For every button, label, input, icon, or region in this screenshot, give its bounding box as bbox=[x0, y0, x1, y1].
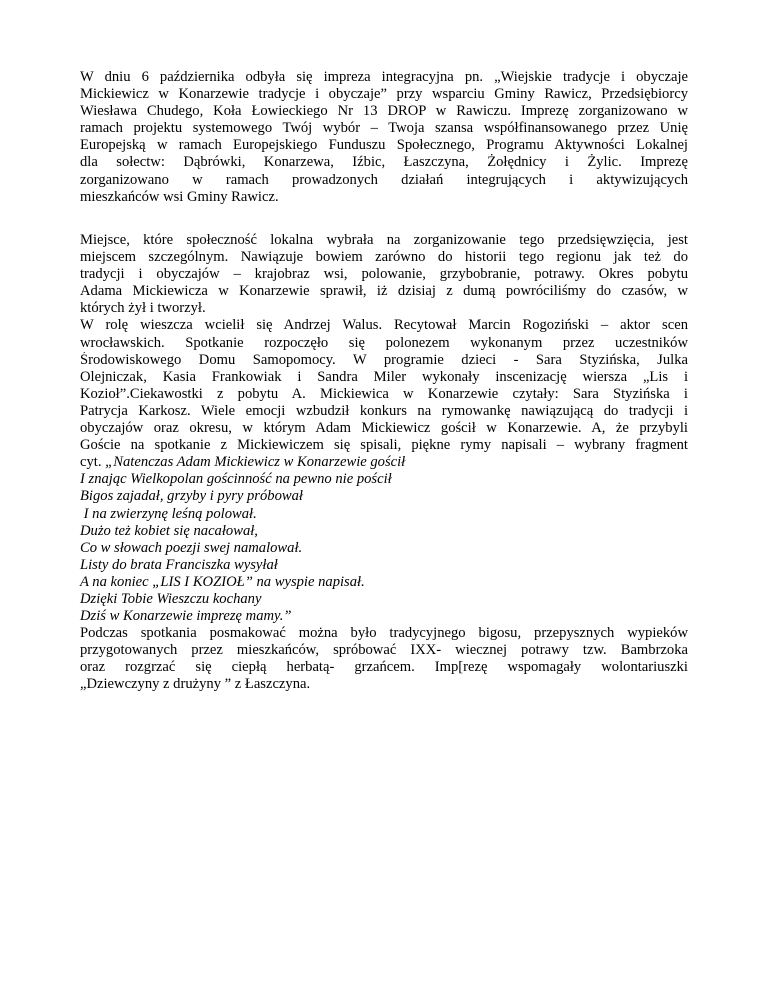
text-line: zorganizowano w ramach prowadzonych działań integrujących i aktywizujących bbox=[80, 171, 688, 188]
text-line: dla sołectw: Dąbrówki, Konarzewa, Iźbic, Łaszczyna, Żołędnicy i Żylic. Imprezę bbox=[80, 154, 688, 171]
paragraph-event-intro bbox=[80, 69, 688, 206]
poem-line: „Natenczas Adam Mickiewicz w Konarzewie gościł bbox=[105, 454, 406, 471]
text-line: obyczajów oraz okresu, w którym Adam Mickiewicz gościł w Konarzewie. A, że przybyli bbox=[80, 420, 688, 437]
text-line: oraz rozgrzać się ciepłą herbatą- grzańcem. Imp[rezę wspomagały wolontariuszki bbox=[80, 659, 688, 676]
poem-first-line bbox=[80, 454, 688, 471]
poem-line: Dzięki Tobie Wieszczu kochany bbox=[80, 590, 262, 607]
text-line: miejscem szczególnym. Nawiązuje bowiem zarówno do historii tego regionu jak też do bbox=[80, 249, 688, 266]
text-line: wrocławskich. Spotkanie rozpoczęło się polonezem wykonanym przez uczestników bbox=[80, 334, 688, 351]
poem-line: Dziś w Konarzewie imprezę mamy.” bbox=[80, 608, 292, 625]
poem-line: Co w słowach poezji swej namalował. bbox=[80, 539, 303, 556]
text-line: mieszkańców wsi Gminy Rawicz. bbox=[80, 188, 279, 205]
text-line: Europejską w ramach Europejskiego Funduszu Społecznego, Programu Aktywności Lokalnej bbox=[80, 137, 688, 154]
poem-line: Dużo też kobiet się nacałował, bbox=[80, 522, 258, 539]
text-line: Środowiskowego Domu Samopomocy. W programie dzieci - Sara Styzińska, Julka bbox=[80, 351, 688, 368]
text-line: Mickiewicz w Konarzewie tradycje i obyczaje” przy wsparciu Gminy Rawicz, Przedsiębiorcy bbox=[80, 86, 688, 103]
poem-line: I znając Wielkopolan gościnność na pewno nie pościł bbox=[80, 471, 392, 488]
text-line: Adama Mickiewicza w Konarzewie sprawił, iż dzisiaj z dumą powróciliśmy do czasów, w bbox=[80, 283, 688, 300]
poem-line: I na zwierzynę leśną polował. bbox=[80, 505, 257, 522]
text-line: Patrycja Karkosz. Wiele emocji wzbudził konkurs na rymowankę nawiązującą do tradycji i bbox=[80, 402, 688, 419]
text-line: „Dziewczyny z drużyny ” z Łaszczyna. bbox=[80, 676, 311, 693]
poem-line: Listy do brata Franciszka wysyłał bbox=[80, 556, 278, 573]
text-line: Podczas spotkania posmakować można było tradycyjnego bigosu, przepysznych wypieków bbox=[80, 625, 688, 642]
text-line: Miejsce, które społeczność lokalna wybrała na zorganizowanie tego przedsięwzięcia, jest bbox=[80, 232, 688, 248]
citation-prefix: cyt. bbox=[80, 454, 106, 471]
text-line: Olejniczak, Kasia Frankowiak i Sandra Miler wykonały inscenizację wiersza „Lis i bbox=[80, 368, 688, 385]
text-line: W dniu 6 października odbyła się impreza integracyjna pn. „Wiejskie tradycje i obyczaje bbox=[80, 69, 688, 85]
text-line: ramach projektu systemowego Twój wybór – Twoja szansa współfinansowanego przez Unię bbox=[80, 120, 688, 137]
text-line: tradycji i obyczajów – krajobraz wsi, polowanie, grzybobranie, potrawy. Okres pobytu bbox=[80, 266, 688, 283]
text-line: Kozioł”.Ciekawostki z pobytu A. Mickiewica w Konarzewie czytały: Sara Styzińska i bbox=[80, 385, 688, 402]
text-line: przygotowanych przez mieszkańców, spróbować IXX- wiecznej potrawy tzw. Bambrzoka bbox=[80, 642, 688, 659]
text-line: których żył i tworzył. bbox=[80, 300, 206, 317]
paragraph-event-description bbox=[80, 232, 688, 694]
text-line: W rolę wieszcza wcielił się Andrzej Walus. Recytował Marcin Rogoziński – aktor scen bbox=[80, 317, 688, 334]
text-line: Goście na spotkanie z Mickiewiczem się spisali, piękne rymy napisali – wybrany fragment bbox=[80, 437, 688, 454]
text-line: Wiesława Chudego, Koła Łowieckiego Nr 13 DROP w Rawiczu. Imprezę zorganizowano w bbox=[80, 103, 688, 120]
poem-line: A na koniec „LIS I KOZIOŁ” na wyspie napisał. bbox=[80, 573, 365, 590]
poem-line: Bigos zajadał, grzyby i pyry próbował bbox=[80, 488, 303, 505]
